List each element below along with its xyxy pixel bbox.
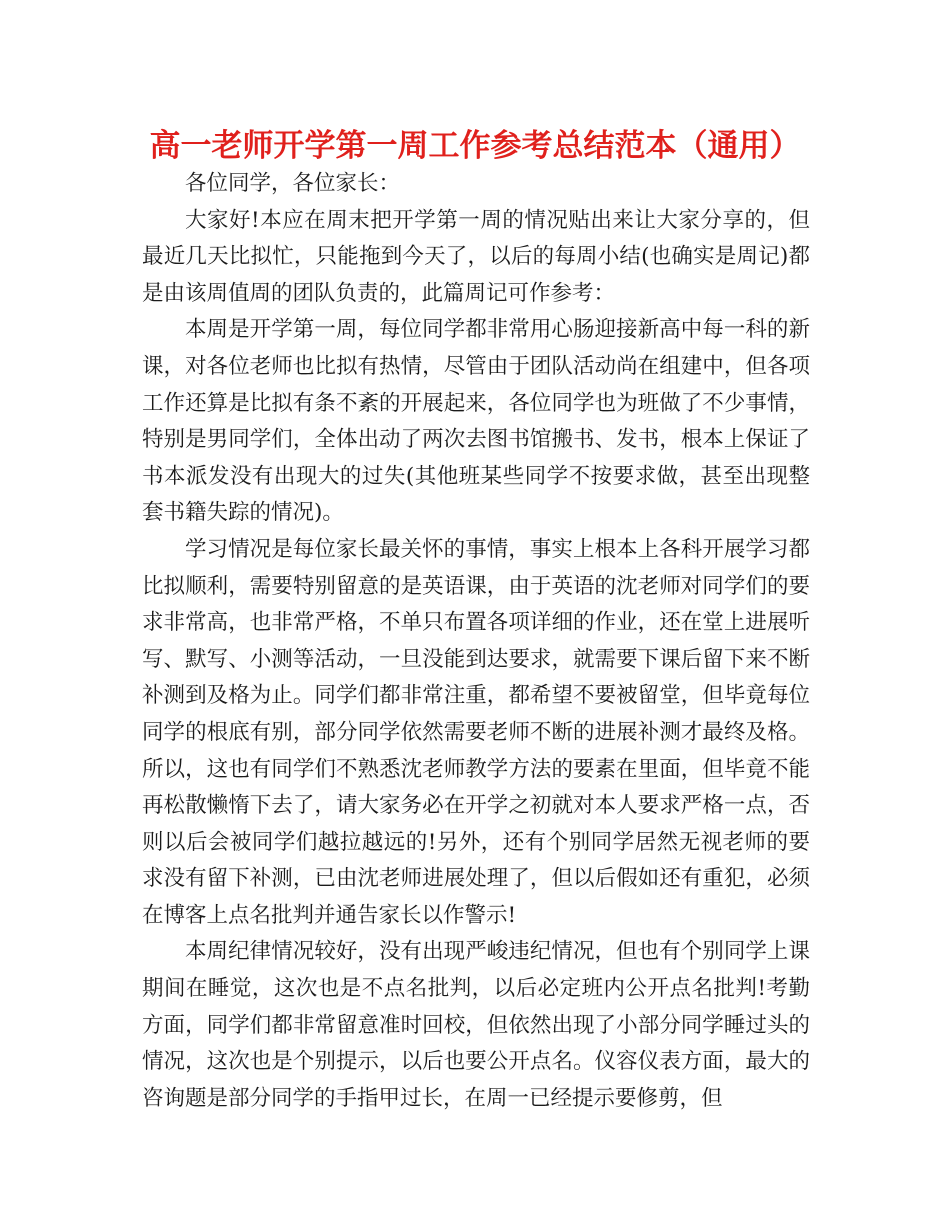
paragraph-intro: 大家好!本应在周末把开学第一周的情况贴出来让大家分享的，但最近几天比拟忙，只能拖到今天了，以后的每周小结(也确实是周记)都是由该周值周的团队负责的，此篇周记可作参考： [142,207,810,306]
paragraph-first-week: 本周是开学第一周，每位同学都非常用心肠迎接新高中每一科的新课，对各位老师也比拟有热情，尽管由于团队活动尚在组建中，但各项工作还算是比拟有条不紊的开展起来，各位同学也为班做了不少事情，特别是男同学们，全体出动了两次去图书馆搬书、发书，根本上保证了书本派发没有出现大的过失(其他班某些同学不按要求做，甚至出现整套书籍失踪的情况)。 [142,317,810,526]
paragraph-discipline: 本周纪律情况较好，没有出现严峻违纪情况，但也有个别同学上课期间在睡觉，这次也是不点名批判，以后必定班内公开点名批判!考勤方面，同学们都非常留意准时回校，但依然出现了小部分同学睡过头的情况，这次也是个别提示，以后也要公开点名。仪容仪表方面，最大的咨询题是部分同学的手指甲过长，在周一已经提示要修剪，但 [142,939,810,1111]
paragraph-greeting: 各位同学，各位家长： [185,171,401,196]
document-title: 高一老师开学第一周工作参考总结范本（通用） [149,128,801,164]
document-body [142,166,810,1117]
paragraph-study: 学习情况是每位家长最关怀的事情，事实上根本上各科开展学习都比拟顺利，需要特别留意的是英语课，由于英语的沈老师对同学们的要求非常高，也非常严格，不单只布置各项详细的作业，还在堂上进展听写、默写、小测等活动，一旦没能到达要求，就需要下课后留下来不断补测到及格为止。同学们都非常注重，都希望不要被留堂，但毕竟每位同学的根底有别，部分同学依然需要老师不断的进展补测才最终及格。所以，这也有同学们不熟悉沈老师教学方法的要素在里面，但毕竟不能再松散懒惰下去了，请大家务必在开学之初就对本人要求严格一点，否则以后会被同学们越拉越远的!另外，还有个别同学居然无视老师的要求没有留下补测，已由沈老师进展处理了，但以后假如还有重犯，必须在博客上点名批判并通告家长以作警示! [142,536,810,928]
